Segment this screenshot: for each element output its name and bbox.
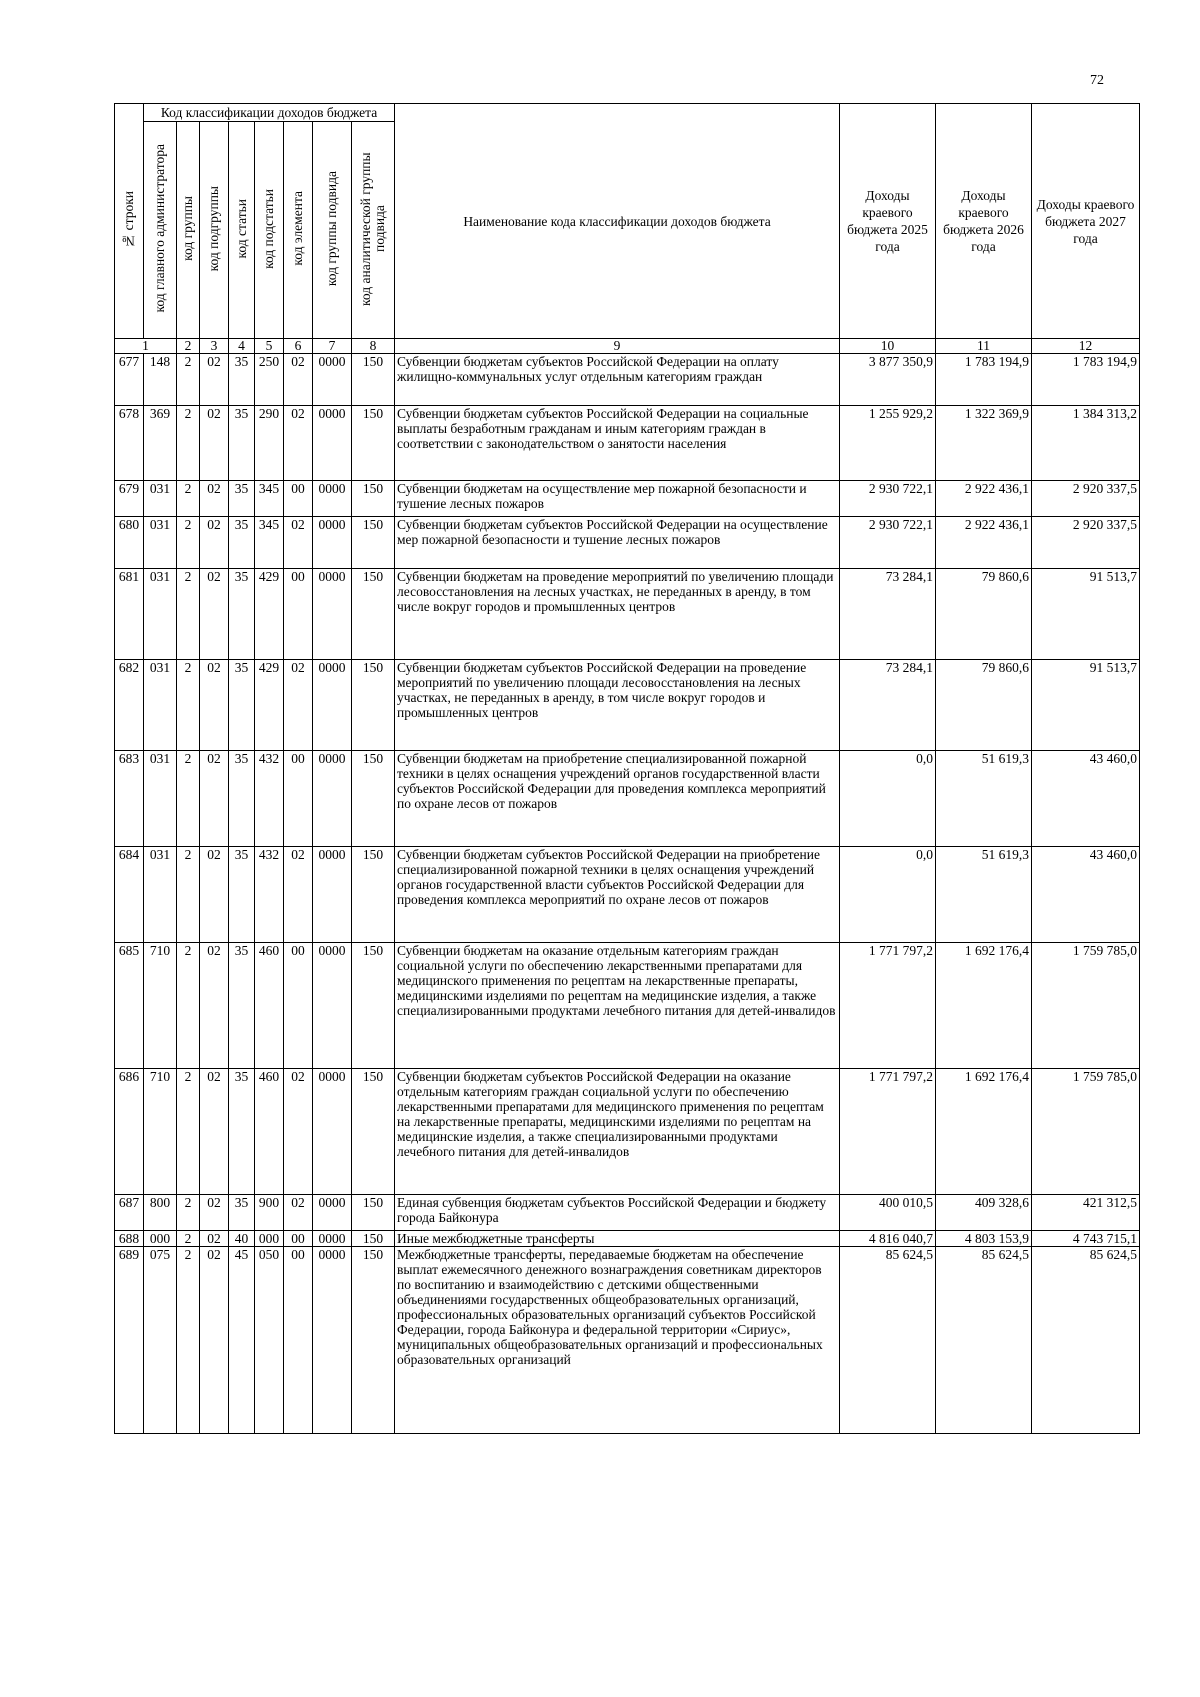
subgroup-code-cell: 02 [200, 1069, 229, 1195]
subtype-group-code-cell: 0000 [313, 406, 352, 481]
subtype-group-code-cell: 0000 [313, 1247, 352, 1434]
header-classification-group: Код классификации доходов бюджета [144, 104, 395, 122]
subgroup-code-cell: 02 [200, 943, 229, 1069]
row-number-cell: 683 [115, 751, 144, 847]
group-code-cell: 2 [177, 354, 200, 406]
subarticle-code-cell: 460 [255, 943, 284, 1069]
admin-code-cell: 710 [144, 943, 177, 1069]
income-2026-cell: 79 860,6 [936, 660, 1032, 751]
subarticle-code-cell: 432 [255, 751, 284, 847]
group-code-cell: 2 [177, 660, 200, 751]
group-code-cell: 2 [177, 569, 200, 660]
row-number-cell: 681 [115, 569, 144, 660]
income-2026-cell: 1 783 194,9 [936, 354, 1032, 406]
article-code-cell: 35 [229, 354, 255, 406]
group-code-cell: 2 [177, 1195, 200, 1231]
name-cell: Субвенции бюджетам субъектов Российской Федерации на социальные выплаты безработным гражданам и иным категориям граждан в соответствии с законодательством о занятости населения [395, 406, 840, 481]
admin-code-cell: 031 [144, 517, 177, 569]
article-code-cell: 35 [229, 569, 255, 660]
admin-code-cell: 031 [144, 847, 177, 943]
income-2026-cell: 409 328,6 [936, 1195, 1032, 1231]
income-2025-cell: 2 930 722,1 [840, 481, 936, 517]
row-number-cell: 687 [115, 1195, 144, 1231]
header-group-code: код группы [177, 122, 200, 339]
income-2025-cell: 4 816 040,7 [840, 1231, 936, 1247]
column-numbers-row [115, 339, 1140, 354]
group-code-cell: 2 [177, 406, 200, 481]
article-code-cell: 45 [229, 1247, 255, 1434]
column-number: 11 [936, 339, 1032, 354]
group-code-cell: 2 [177, 943, 200, 1069]
table-row [115, 406, 1140, 481]
analytic-group-code-cell: 150 [352, 943, 395, 1069]
income-2026-cell: 85 624,5 [936, 1247, 1032, 1434]
element-code-cell: 02 [284, 406, 313, 481]
subarticle-code-cell: 429 [255, 569, 284, 660]
column-number: 3 [200, 339, 229, 354]
admin-code-cell: 075 [144, 1247, 177, 1434]
subgroup-code-cell: 02 [200, 517, 229, 569]
subtype-group-code-cell: 0000 [313, 847, 352, 943]
income-2025-cell: 3 877 350,9 [840, 354, 936, 406]
name-cell: Единая субвенция бюджетам субъектов Российской Федерации и бюджету города Байконура [395, 1195, 840, 1231]
income-2025-cell: 400 010,5 [840, 1195, 936, 1231]
subtype-group-code-cell: 0000 [313, 943, 352, 1069]
income-2025-cell: 73 284,1 [840, 660, 936, 751]
element-code-cell: 02 [284, 517, 313, 569]
subtype-group-code-cell: 0000 [313, 517, 352, 569]
name-cell: Субвенции бюджетам на приобретение специализированной пожарной техники в целях оснащения учреждений органов государственной власти субъектов Российской Федерации для проведения комплекса мероприятий по охране лесов от пожаров [395, 751, 840, 847]
income-2025-cell: 0,0 [840, 751, 936, 847]
admin-code-cell: 710 [144, 1069, 177, 1195]
income-2026-cell: 51 619,3 [936, 847, 1032, 943]
subarticle-code-cell: 345 [255, 517, 284, 569]
name-cell: Межбюджетные трансферты, передаваемые бюджетам на обеспечение выплат ежемесячного денежного вознаграждения советникам директоров по воспитанию и взаимодействию с детскими общественными объединениями государственных общеобразовательных организаций, профессиональных образовательных организаций субъектов Российской Федерации, города Байконура и федеральной территории «Сириус», муниципальных общеобразовательных организаций и профессиональных образовательных организаций [395, 1247, 840, 1434]
income-2026-cell: 1 692 176,4 [936, 943, 1032, 1069]
header-name: Наименование кода классификации доходов бюджета [395, 104, 840, 339]
table-row [115, 660, 1140, 751]
table-row [115, 1195, 1140, 1231]
analytic-group-code-cell: 150 [352, 751, 395, 847]
income-2027-cell: 1 384 313,2 [1032, 406, 1140, 481]
header-element-code: код элемента [284, 122, 313, 339]
header-subarticle-code: код подстатьи [255, 122, 284, 339]
subtype-group-code-cell: 0000 [313, 354, 352, 406]
income-2025-cell: 1 771 797,2 [840, 1069, 936, 1195]
column-number: 7 [313, 339, 352, 354]
table-row [115, 569, 1140, 660]
income-2026-cell: 4 803 153,9 [936, 1231, 1032, 1247]
table-row [115, 354, 1140, 406]
income-2026-cell: 1 322 369,9 [936, 406, 1032, 481]
row-number-cell: 689 [115, 1247, 144, 1434]
subarticle-code-cell: 050 [255, 1247, 284, 1434]
element-code-cell: 02 [284, 660, 313, 751]
table-row [115, 1231, 1140, 1247]
admin-code-cell: 369 [144, 406, 177, 481]
article-code-cell: 40 [229, 1231, 255, 1247]
analytic-group-code-cell: 150 [352, 1069, 395, 1195]
column-number: 9 [395, 339, 840, 354]
element-code-cell: 00 [284, 751, 313, 847]
analytic-group-code-cell: 150 [352, 660, 395, 751]
subarticle-code-cell: 345 [255, 481, 284, 517]
page-number: 72 [1090, 73, 1104, 88]
income-2027-cell: 43 460,0 [1032, 847, 1140, 943]
analytic-group-code-cell: 150 [352, 569, 395, 660]
subgroup-code-cell: 02 [200, 406, 229, 481]
element-code-cell: 02 [284, 847, 313, 943]
row-number-cell: 686 [115, 1069, 144, 1195]
column-number: 10 [840, 339, 936, 354]
header-income-2025: Доходы краевого бюджета 2025 года [840, 104, 936, 339]
table-row [115, 1069, 1140, 1195]
income-2025-cell: 0,0 [840, 847, 936, 943]
admin-code-cell: 031 [144, 660, 177, 751]
article-code-cell: 35 [229, 847, 255, 943]
row-number-cell: 680 [115, 517, 144, 569]
column-number: 8 [352, 339, 395, 354]
subtype-group-code-cell: 0000 [313, 1069, 352, 1195]
subgroup-code-cell: 02 [200, 1231, 229, 1247]
subtype-group-code-cell: 0000 [313, 660, 352, 751]
subgroup-code-cell: 02 [200, 751, 229, 847]
group-code-cell: 2 [177, 847, 200, 943]
subtype-group-code-cell: 0000 [313, 1231, 352, 1247]
name-cell: Субвенции бюджетам субъектов Российской Федерации на проведение мероприятий по увеличению площади лесовосстановления на лесных участках, не переданных в аренду, в том числе вокруг городов и промышленных центров [395, 660, 840, 751]
header-subgroup-code: код подгруппы [200, 122, 229, 339]
analytic-group-code-cell: 150 [352, 1195, 395, 1231]
income-2027-cell: 2 920 337,5 [1032, 517, 1140, 569]
income-2027-cell: 1 759 785,0 [1032, 943, 1140, 1069]
income-2027-cell: 2 920 337,5 [1032, 481, 1140, 517]
header-income-2026: Доходы краевого бюджета 2026 года [936, 104, 1032, 339]
header-subtype-group-code: код группы подвида [313, 122, 352, 339]
subarticle-code-cell: 460 [255, 1069, 284, 1195]
income-2027-cell: 421 312,5 [1032, 1195, 1140, 1231]
subarticle-code-cell: 432 [255, 847, 284, 943]
income-2025-cell: 73 284,1 [840, 569, 936, 660]
name-cell: Субвенции бюджетам на проведение мероприятий по увеличению площади лесовосстановления на лесных участках, не переданных в аренду, в том числе вокруг городов и промышленных центров [395, 569, 840, 660]
table-row [115, 847, 1140, 943]
income-2025-cell: 2 930 722,1 [840, 517, 936, 569]
subtype-group-code-cell: 0000 [313, 481, 352, 517]
analytic-group-code-cell: 150 [352, 1247, 395, 1434]
group-code-cell: 2 [177, 517, 200, 569]
element-code-cell: 00 [284, 1247, 313, 1434]
column-number: 12 [1032, 339, 1140, 354]
element-code-cell: 00 [284, 943, 313, 1069]
admin-code-cell: 148 [144, 354, 177, 406]
income-2026-cell: 2 922 436,1 [936, 517, 1032, 569]
name-cell: Субвенции бюджетам на осуществление мер пожарной безопасности и тушение лесных пожаров [395, 481, 840, 517]
subarticle-code-cell: 900 [255, 1195, 284, 1231]
subarticle-code-cell: 000 [255, 1231, 284, 1247]
subgroup-code-cell: 02 [200, 569, 229, 660]
subgroup-code-cell: 02 [200, 660, 229, 751]
subarticle-code-cell: 429 [255, 660, 284, 751]
name-cell: Субвенции бюджетам субъектов Российской Федерации на оплату жилищно-коммунальных услуг отдельным категориям граждан [395, 354, 840, 406]
row-number-cell: 678 [115, 406, 144, 481]
name-cell: Иные межбюджетные трансферты [395, 1231, 840, 1247]
income-2026-cell: 2 922 436,1 [936, 481, 1032, 517]
table-row [115, 943, 1140, 1069]
element-code-cell: 02 [284, 1069, 313, 1195]
name-cell: Субвенции бюджетам на оказание отдельным категориям граждан социальной услуги по обеспечению лекарственными препаратами для медицинского применения по рецептам на лекарственные препараты, медицинскими изделиями по рецептам на медицинские изделия, а также специализированными продуктами лечебного питания для детей-инвалидов [395, 943, 840, 1069]
income-2027-cell: 43 460,0 [1032, 751, 1140, 847]
admin-code-cell: 031 [144, 751, 177, 847]
income-2027-cell: 91 513,7 [1032, 569, 1140, 660]
row-number-cell: 679 [115, 481, 144, 517]
header-row-number: № строки [115, 104, 144, 339]
name-cell: Субвенции бюджетам субъектов Российской Федерации на приобретение специализированной пожарной техники в целях оснащения учреждений органов государственной власти субъектов Российской Федерации для проведения комплекса мероприятий по охране лесов от пожаров [395, 847, 840, 943]
article-code-cell: 35 [229, 1069, 255, 1195]
subgroup-code-cell: 02 [200, 1247, 229, 1434]
income-2027-cell: 1 783 194,9 [1032, 354, 1140, 406]
column-number: 4 [229, 339, 255, 354]
table-row [115, 517, 1140, 569]
budget-income-table [114, 103, 1140, 1434]
subgroup-code-cell: 02 [200, 847, 229, 943]
row-number-cell: 684 [115, 847, 144, 943]
admin-code-cell: 800 [144, 1195, 177, 1231]
article-code-cell: 35 [229, 943, 255, 1069]
row-number-cell: 682 [115, 660, 144, 751]
subtype-group-code-cell: 0000 [313, 1195, 352, 1231]
income-2027-cell: 1 759 785,0 [1032, 1069, 1140, 1195]
row-number-cell: 688 [115, 1231, 144, 1247]
element-code-cell: 02 [284, 354, 313, 406]
column-number: 6 [284, 339, 313, 354]
article-code-cell: 35 [229, 751, 255, 847]
admin-code-cell: 031 [144, 481, 177, 517]
article-code-cell: 35 [229, 660, 255, 751]
income-2026-cell: 79 860,6 [936, 569, 1032, 660]
subgroup-code-cell: 02 [200, 354, 229, 406]
income-2026-cell: 1 692 176,4 [936, 1069, 1032, 1195]
header-article-code: код статьи [229, 122, 255, 339]
income-2025-cell: 1 771 797,2 [840, 943, 936, 1069]
income-2026-cell: 51 619,3 [936, 751, 1032, 847]
header-admin-code: код главного администратора [144, 122, 177, 339]
subarticle-code-cell: 290 [255, 406, 284, 481]
header-analytic-group-code: код аналитической группы подвида [352, 122, 395, 339]
admin-code-cell: 000 [144, 1231, 177, 1247]
column-number: 1 [115, 339, 177, 354]
article-code-cell: 35 [229, 481, 255, 517]
element-code-cell: 00 [284, 1231, 313, 1247]
table-row [115, 1247, 1140, 1434]
income-2027-cell: 91 513,7 [1032, 660, 1140, 751]
element-code-cell: 00 [284, 481, 313, 517]
row-number-cell: 685 [115, 943, 144, 1069]
analytic-group-code-cell: 150 [352, 354, 395, 406]
article-code-cell: 35 [229, 406, 255, 481]
article-code-cell: 35 [229, 517, 255, 569]
analytic-group-code-cell: 150 [352, 1231, 395, 1247]
analytic-group-code-cell: 150 [352, 847, 395, 943]
group-code-cell: 2 [177, 1247, 200, 1434]
column-number: 5 [255, 339, 284, 354]
analytic-group-code-cell: 150 [352, 517, 395, 569]
income-2027-cell: 4 743 715,1 [1032, 1231, 1140, 1247]
row-number-cell: 677 [115, 354, 144, 406]
admin-code-cell: 031 [144, 569, 177, 660]
article-code-cell: 35 [229, 1195, 255, 1231]
subtype-group-code-cell: 0000 [313, 569, 352, 660]
group-code-cell: 2 [177, 1069, 200, 1195]
income-2025-cell: 85 624,5 [840, 1247, 936, 1434]
subtype-group-code-cell: 0000 [313, 751, 352, 847]
table-row [115, 481, 1140, 517]
column-number: 2 [177, 339, 200, 354]
name-cell: Субвенции бюджетам субъектов Российской Федерации на оказание отдельным категориям граждан социальной услуги по обеспечению лекарственными препаратами для медицинского применения по рецептам на лекарственные препараты, медицинскими изделиями по рецептам на медицинские изделия, а также специализированными продуктами лечебного питания для детей-инвалидов [395, 1069, 840, 1195]
table-row [115, 751, 1140, 847]
group-code-cell: 2 [177, 1231, 200, 1247]
analytic-group-code-cell: 150 [352, 406, 395, 481]
analytic-group-code-cell: 150 [352, 481, 395, 517]
header-income-2027: Доходы краевого бюджета 2027 года [1032, 104, 1140, 339]
group-code-cell: 2 [177, 481, 200, 517]
subarticle-code-cell: 250 [255, 354, 284, 406]
element-code-cell: 00 [284, 569, 313, 660]
group-code-cell: 2 [177, 751, 200, 847]
element-code-cell: 02 [284, 1195, 313, 1231]
income-2025-cell: 1 255 929,2 [840, 406, 936, 481]
income-2027-cell: 85 624,5 [1032, 1247, 1140, 1434]
subgroup-code-cell: 02 [200, 1195, 229, 1231]
subgroup-code-cell: 02 [200, 481, 229, 517]
name-cell: Субвенции бюджетам субъектов Российской Федерации на осуществление мер пожарной безопасности и тушение лесных пожаров [395, 517, 840, 569]
